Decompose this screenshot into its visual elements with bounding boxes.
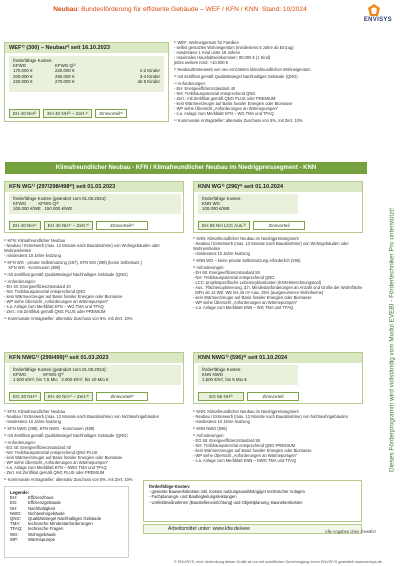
cost-line: 100.000 €/WE 150.000 €/WE — [13, 206, 73, 212]
note-line: ²⁾ Neubau/Ersterwerb von neu errichteten klimafreundlichen Wohneigentum — [174, 67, 311, 72]
sidebar-text: Dieses Förderprogramm wird vollständig vom Modul EVEBI - Fördertechniker Pro unterstützt! — [388, 208, 396, 472]
note-line: ¹⁾ KFN: Klimafreundlicher Neubau — [4, 409, 66, 414]
cost-line: 1.500 €/m², bis 7,5 Mio 2.000 €/m², bis 10 Mio € — [13, 377, 109, 383]
note-line: - kein Wärmeerzeuger auf Basis fossiler Energien oder Biomasse — [4, 455, 123, 460]
note-line: - kein Wärmeerzeuger auf Basis fossiler Energien oder Biomasse — [193, 295, 312, 300]
note-line: ¹⁾ WEF: Wohneigentum für Familien — [174, 40, 239, 45]
kfn-nwg-notes — [4, 409, 184, 482]
note-line: ¹⁾ KNN: Klimafreundlicher Neubau im Niedrigpreissegment — [193, 409, 299, 414]
knn-nwg-tags — [198, 392, 299, 401]
knn-wg-tag-eh55: EH 55 NH LCC Aus.³⁾ — [198, 221, 250, 230]
eligible-line: - Fachplanungs- und Baubegleitungsleistungen — [149, 494, 237, 500]
note-line: - WP siehe Übersicht „Anforderungen an Wärmepumpen“ — [193, 300, 298, 305]
wef-cell: 170.000 € — [13, 68, 33, 74]
cost-line: förderfähige Kosten (geändert zum 01.08.2024): — [13, 196, 107, 201]
cost-line: 100.000 €/WE — [202, 206, 230, 212]
cost-line: KFWG KFWG-Q³⁾ — [13, 372, 64, 378]
note-line: ²⁾ KNN WG – keine private Selbstnutzung erforderlich (296) — [193, 258, 301, 263]
note-line: - Neubau / Ersterwerb (max. 12 Monate nach Bauabnahme) von Wohngebäuden oder Wohneinheiten — [4, 243, 160, 253]
wef-tag-zins: Zinsvorteil⁵⁾ — [95, 109, 127, 118]
legend-key: TFAQ: — [10, 526, 23, 532]
envisys-logo — [348, 4, 392, 26]
title-prefix: Neubau — [53, 6, 78, 13]
cost-line: KFWG KFWG-Q³⁾ — [13, 201, 59, 207]
note-line: ²⁾ KFN WG - private Selbstnutzung (297), KFN WG (298) (keine Selbstnutz.) — [4, 260, 142, 265]
legend-key: TMA: — [10, 521, 21, 527]
note-line: - Neubau / Ersterwerb (max. 12 Monate nach Bauabnahme) von Wohngebäuden oder Wohneinheiten — [193, 241, 349, 251]
knn-nwg-costs — [198, 365, 298, 385]
note-line: ³⁾ mit Zertifikat gemäß Qualitätssiegel Nachhaltiges Gebäude (QNG) — [174, 74, 298, 79]
kfn-wg-notes — [4, 238, 184, 321]
legend-key: NWG: — [10, 510, 22, 516]
legend-value: Effizienzgebäude — [28, 500, 61, 506]
eligible-line: - gesamte Bauwerkskosten inkl. Kosten nutzungsunabhängiger technischer Anlagen — [149, 489, 305, 495]
kfn-wg-tag-zins: Zinsvorteil⁶⁾ — [96, 221, 148, 230]
legend — [4, 486, 129, 558]
wef-tag-eh40: EH 40 NH³⁾ — [9, 109, 40, 118]
legend-value: technische Fragen — [28, 526, 64, 532]
legend-value: Nachhaltigkeit — [28, 505, 55, 511]
note-line: - WP siehe Übersicht „Anforderungen an Wärmepumpen“ — [4, 460, 109, 465]
kfn-wg-tag-eh40-zert: EH 40 NH⁴⁾ – Zert.⁵⁾ — [44, 221, 93, 230]
wef-notes — [174, 40, 364, 123]
legend-key: EG: — [10, 500, 18, 506]
wef-cell: 250.000 € — [55, 73, 75, 79]
sidebar-vertical-note — [386, 150, 398, 530]
eligible-line: - Umfeldmaßnahmen (Baustelleneinrichtung) und Objektplanung, Baunebenkosten — [149, 499, 303, 505]
note-line: ³⁾ Anforderungen: — [193, 265, 225, 270]
legend-value: Nichtwohngebäude — [28, 510, 65, 516]
wef-title: WEF¹⁾ (300) – Neubau²⁾ seit 16.10.2023 — [5, 43, 168, 53]
kfn-wg-box — [4, 181, 184, 233]
wef-cell: 200.000 € — [13, 73, 33, 79]
wef-costs — [9, 56, 164, 92]
note-line: ³⁾ Anforderungen: — [193, 433, 225, 438]
note-line: - Aus.: Flächenoptimierung, d.h. Mindestanforderungen an Anzahl und Größe der Wohnfläche — [193, 285, 363, 290]
legend-title: Legende: — [10, 490, 30, 495]
eligible-title: förderfähige Kosten: — [149, 484, 191, 489]
note-line: - Neubau / Ersterwerb (max. 12 Monate nach Bauabnahme) von Nichtwohngebäuden — [4, 414, 159, 419]
note-line: - selbst genutztes Wohneigentum (mindestens 5 Jahre ab Einzug) — [174, 45, 294, 50]
note-line: - s.a. Anlage zum Merkblatt KNN – WG TMA und TFAQ — [193, 305, 294, 310]
note-line: - EG 55: Energieeffizienzstandard 55 — [193, 438, 261, 443]
knn-nwg-tag-zins: Zinsvorteil — [247, 392, 299, 401]
note-line: - EG 40: Energieeffizienzstandard 40 — [4, 445, 72, 450]
note-line: - NH: Treibhauspotenzial entsprechend QNG-PREMIUM — [193, 443, 296, 448]
kfn-nwg-box — [4, 352, 184, 404]
title-stand: Stand: 10/2024 — [262, 6, 307, 13]
note-line: ⁵⁾ Kommunale Antragsteller: alternativ Zuschuss von 5%, mit Zert. 10% — [4, 316, 133, 321]
note-line: - s.a. Anlage zum Merkblatt KFN – WG TMA und TFAQ — [4, 304, 104, 309]
note-line: - s.a. Anlage zum Merkblatt KFN – WG TMA und TFAQ — [174, 111, 274, 116]
note-line: - LCC: projektspezifische Lebenszykluskosten (KNN-Berechnungstool) — [193, 280, 322, 285]
note-line: - Zert.: mit Zertifikat gemäß QNG PLUS oder PREMIUM — [4, 309, 106, 314]
legend-key: QNG: — [10, 516, 21, 522]
eligible-costs-box — [143, 480, 362, 522]
cost-line: förderfähige Kosten: — [202, 367, 242, 372]
knn-wg-costs — [198, 194, 298, 214]
wef-col-kfwgq: KFWG-Q³⁾ — [55, 63, 76, 69]
note-line: - mindestens 10 Jahre Nutzung — [193, 419, 250, 424]
legend-value: Wärmepumpe — [28, 536, 55, 542]
disclaimer: Alle Angaben ohne Gewähr! — [325, 529, 376, 534]
note-line: MFH ab 12 WE: WE bis 40 m² max. 25% (ausgenommen Wohnheime) — [193, 290, 324, 295]
cost-line: 1.500 €/m², bis 5 Mio € — [202, 377, 247, 383]
note-line: - NH: Treibhauspotenzial entsprechend QNG — [4, 289, 86, 294]
note-line: - WP siehe Übersicht „Anforderungen an Wärmepumpen“ — [193, 453, 298, 458]
note-line: - EH 55: Energieeffizienzstandard 55 — [193, 270, 260, 275]
note-line: - mindestens 10 Jahre Nutzung — [193, 251, 250, 256]
wef-tag-eh40-zert: EH 40 NH³⁾ – Zert.⁴⁾ — [43, 109, 92, 118]
wef-tags — [9, 109, 127, 118]
note-line: ²⁾ KNN NWG (596) — [193, 426, 227, 431]
kfn-nwg-costs — [9, 365, 181, 385]
note-line: - s.a. Anlage zum Merkblatt KNN – NWG TMA und TFAQ — [193, 458, 297, 463]
kfn-nwg-tag-zins: Zinsvorteil⁶⁾ — [96, 392, 148, 401]
knn-wg-tag-zins: Zinsvorteil — [253, 221, 305, 230]
envisys-mark-icon — [368, 4, 380, 16]
note-line: ³⁾ mit Zertifikat gemäß Qualitätssiegel Nachhaltiges Gebäude (QNG) — [4, 272, 128, 277]
note-line: - kein Wärmeerzeuger auf Basis fossiler Energien oder Biomasse — [193, 448, 312, 453]
wef-cell: ab 5 Kinder — [137, 78, 160, 84]
note-line: ⁴⁾ Anforderungen: — [4, 279, 36, 284]
note-line: - kein Wärmeerzeuger auf Basis fossiler Energien oder Biomasse — [174, 101, 293, 106]
legend-key: WP: — [10, 536, 19, 542]
knn-nwg-tag-eg55: EG 55 NH³⁾ — [198, 392, 244, 401]
note-line: - Neubau / Ersterwerb (max. 12 Monate nach Bauabnahme) von Nichtwohngebäuden — [193, 414, 348, 419]
wef-cell: 1-2 Kinder — [139, 68, 160, 74]
note-line: - WP siehe Übersicht „Anforderungen an Wärmepumpen“ — [4, 299, 109, 304]
note-line: - mindestens 10 Jahre Nutzung — [4, 253, 61, 258]
legend-row — [10, 537, 123, 542]
wef-cost-row — [13, 79, 160, 84]
note-line: ¹⁾ KFN: Klimafreundlicher Neubau — [4, 238, 66, 243]
wef-col-kfwg: KFWG — [13, 63, 27, 69]
wef-costs-header: förderfähige Kosten: — [13, 58, 53, 63]
page-title — [40, 6, 320, 13]
note-line: - EH: Energieeffizienzstandard 40 — [174, 86, 236, 91]
kfn-wg-title: KFN WG¹⁾ (297/298/498²⁾) seit 01.03.2023 — [5, 182, 183, 192]
logo-text: ENVISYS — [363, 17, 392, 23]
section-band: Klimafreundlicher Neubau - KFN / Klimafreundlicher Neubau im Niedrigpreissegment - KNN — [5, 162, 367, 174]
wef-cell: 270.000 € — [55, 78, 75, 84]
legend-key: NH: — [10, 505, 18, 511]
cost-line: förderfähige Kosten: — [202, 196, 242, 201]
kfn-wg-tag-eh40: EH 40 NH⁴⁾ — [9, 221, 41, 230]
note-line: - Zert. mit Zertifikat gemäß QNG PLUS oder PREMIUM — [4, 470, 105, 475]
legend-key: EH: — [10, 495, 18, 501]
note-line: - NH: Treibhauspotenzial entsprechend QNG — [174, 91, 256, 96]
note-line: - mindestens 10 Jahre Nutzung — [4, 419, 61, 424]
knn-wg-box — [193, 181, 363, 233]
kfn-nwg-title: KFN NWG¹⁾ (299/499)²⁾ seit 01.03.2023 — [5, 353, 183, 363]
note-line: ⁵⁾ Kommunale Antragsteller: alternativ Zuschuss von 5%, mit Zert. 10% — [174, 118, 303, 123]
legend-key: WG: — [10, 531, 19, 537]
note-line: - s.a. Anlage zum Merkblatt KFN – NWG TMA und TFAQ — [4, 465, 107, 470]
knn-nwg-notes — [193, 409, 365, 463]
kfn-wg-tags — [9, 221, 148, 230]
legend-value: technische Mindestanforderungen — [28, 521, 93, 527]
note-line: - EH 40: Energieeffizienzstandard 40 — [4, 284, 71, 289]
kfn-wg-costs — [9, 194, 181, 214]
note-line: jedes weitere Kind: +10.000 € — [174, 60, 229, 65]
kfn-nwg-tags — [9, 392, 148, 401]
note-line: - kein Wärmeerzeuger auf Basis fossiler Energien oder Biomasse — [4, 294, 123, 299]
note-line: - mindestens 1 Kind unter 18 Jahren — [174, 50, 240, 55]
knn-nwg-box — [193, 352, 363, 404]
wef-cell: 3-4 Kinder — [139, 73, 160, 79]
note-line: ³⁾ mit Zertifikat gemäß Qualitätssiegel Nachhaltiges Gebäude (QNG) — [4, 433, 128, 438]
note-line: - NH: Treibhauspotenzial entsprechend QNG — [193, 275, 275, 280]
knn-wg-tags — [198, 221, 305, 230]
cost-line: förderfähige Kosten (geändert zum 01.08.2024): — [13, 367, 107, 372]
legend-value: Qualitätssiegel Nachhaltiges Gebäude — [28, 516, 102, 522]
copyright: © ENVISYS, eine Verbreitung dieser Grafik ist nur mit schriftlicher Genehmigung durch ENVISYS gestattet! www.envisys.de — [173, 560, 382, 564]
note-line: - NH: Treibhauspotenzial entsprechend QNG-PLUS — [4, 450, 98, 455]
kfn-nwg-tag-eh40-zert: EH 40 NH⁴⁾ – Zert.⁵⁾ — [44, 392, 93, 401]
knn-nwg-title: KNN NWG¹⁾ (596)²⁾ seit 01.10.2024 — [194, 353, 362, 363]
note-line: KFN WG - Kommunen (498) — [4, 265, 61, 270]
kfn-nwg-tag-eg40: EG 40 NH⁴⁾ — [9, 392, 41, 401]
title-rest: : Bundesförderung für effiziente Gebäude – WEF / KFN / KNN — [77, 6, 259, 13]
note-line: ⁵⁾ Kommunale Antragsteller: alternativ Zuschuss von 5%, mit Zert. 10% — [4, 477, 133, 482]
knn-wg-title: KNN WG¹⁾ (296)²⁾ seit 01.10.2024 — [194, 182, 362, 192]
cost-line: KNN NWG — [202, 372, 224, 378]
knn-wg-notes — [193, 236, 365, 310]
note-line: ⁴⁾ Anforderungen: — [174, 81, 206, 86]
wef-cell: 220.000 € — [13, 78, 33, 84]
note-line: ²⁾ KFN NWG (299), KFN NWG - Kommunen (499) — [4, 426, 95, 431]
note-line: ⁴⁾ Anforderungen: — [4, 440, 36, 445]
note-line: - WP siehe Übersicht „Anforderungen an Wärmepumpen“ — [174, 106, 279, 111]
note-line: - maximales Haushaltseinkommen: 90.000 € (1 Kind) — [174, 55, 271, 60]
note-line: - Zert.: mit Zertifikat gemäß QNG PLUS oder PREMIUM — [174, 96, 276, 101]
wef-cell: 220.000 € — [55, 68, 75, 74]
arbeitsmittel-link[interactable]: Arbeitsmittel unter: www.kfw.de/eee — [143, 524, 362, 534]
legend-value: Effizienzhaus — [28, 495, 54, 501]
wef-box — [4, 42, 169, 122]
note-line: ¹⁾ KNN: Klimafreundlicher Neubau im Niedrigpreissegment — [193, 236, 299, 241]
cost-line: KNN WG — [202, 201, 221, 207]
legend-value: Wohngebäude — [28, 531, 56, 537]
